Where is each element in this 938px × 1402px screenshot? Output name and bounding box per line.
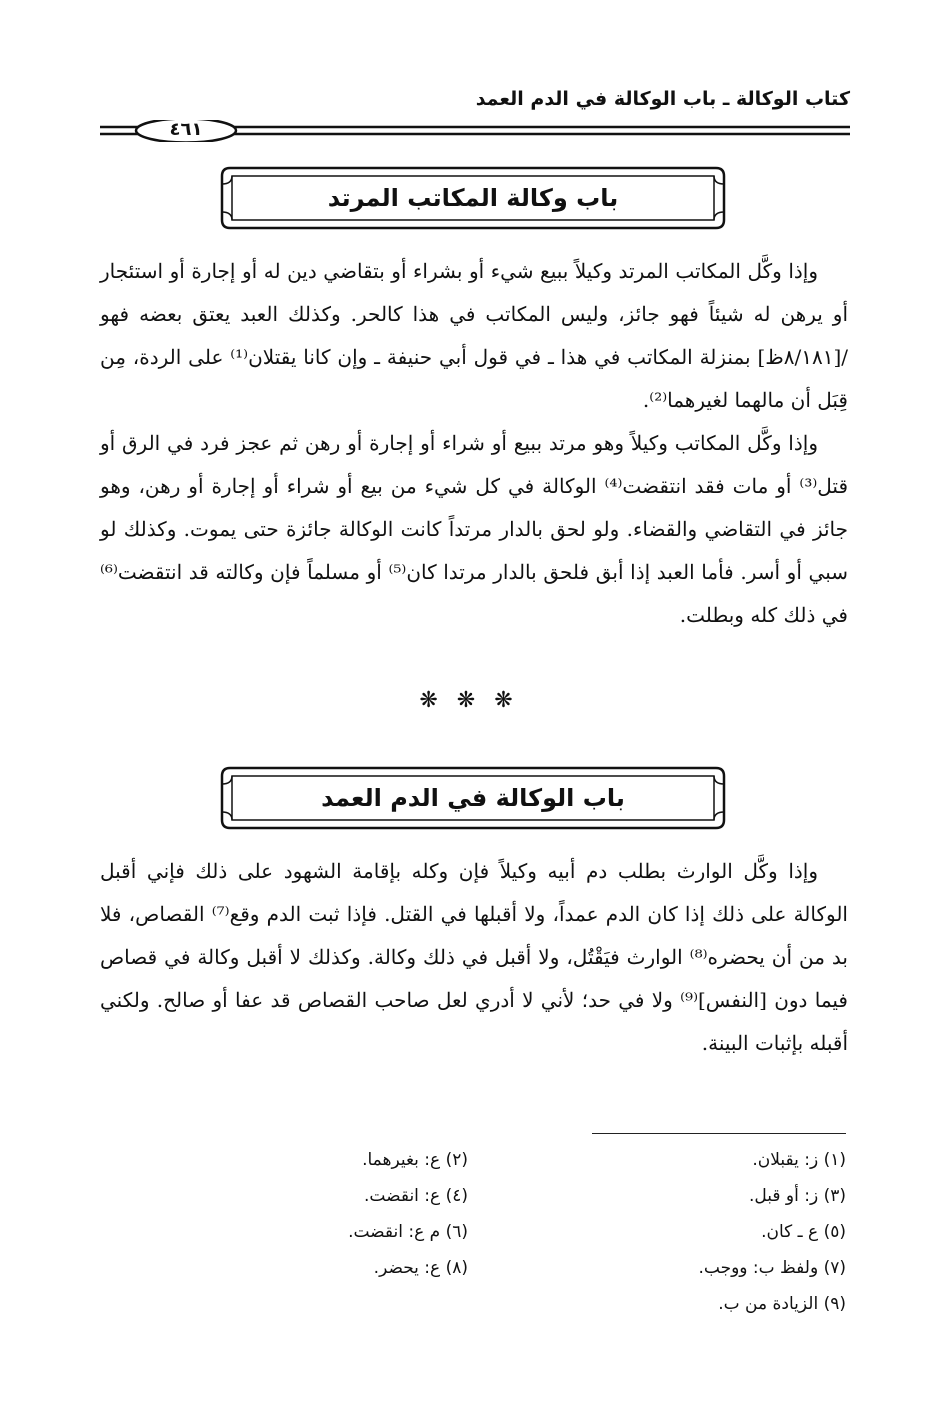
footnote: (٧) ولفظ ب: ووجب. [698,1258,846,1278]
footnote: (٤) ع: انقضت. [364,1186,468,1206]
paragraph: وإذا وكَّل المكاتب المرتد وكيلاً ببيع شيء أو بشراء أو بتقاضي دين له أو إجارة أو استئجار أو يرهن له شيئاً فهو جائز، وليس المكاتب في هذا كالحر. وكذلك العبد يعتق بعضه فهو /[٨/١٨١ظ] بمنزلة المكاتب في هذا ـ في قول أبي حنيفة ـ وإن كانا يقتلان⁽¹⁾ على الردة، مِن قِبَل أن مالهما لغيرهما⁽²⁾. [100,259,849,412]
footnote: (١) ز: يقبلان. [752,1150,846,1170]
section-separator: ❋ ❋ ❋ [419,688,519,713]
header-rule [100,120,850,142]
section-body-2 [100,850,848,1065]
section-title: باب وكالة المكاتب المرتد [327,184,619,212]
section-title-frame-1 [218,164,728,232]
footnote: (٨) ع: يحضر. [373,1258,468,1278]
footnote: (٩) الزيادة من ب. [718,1294,846,1314]
section-body-1 [100,250,848,637]
footnote: (٢) ع: بغيرهما. [362,1150,468,1170]
footnote: (٦) م ع: انقضت. [348,1222,468,1242]
paragraph: وإذا وكَّل الوارث بطلب دم أبيه وكيلاً فإن وكله بإقامة الشهود على ذلك فإني أقبل الوكالة على ذلك إذا كان الدم عمداً، ولا أقبلها في القتل. فإذا ثبت الدم وقع⁽⁷⁾ القصاص، فلا بد من أن يحضره⁽⁸⁾ الوارث فيَقْتُل، ولا أقبل في ذلك وكالة. وكذلك لا أقبل وكالة في قصاص فيما دون [النفس]⁽⁹⁾ ولا في حد؛ لأني لا أدري لعل صاحب القصاص قد عفا أو صالح. ولكني أقبله بإثبات البينة. [100,859,848,1055]
footnote-separator [592,1133,846,1134]
page-number: ٤٦١ [169,119,203,140]
section-title-frame-2 [218,764,728,832]
footnote: (٣) ز: أو قبل. [748,1186,846,1206]
footnote: (٥) ع ـ كان. [761,1222,846,1242]
paragraph: وإذا وكَّل المكاتب وكيلاً وهو مرتد ببيع أو شراء أو إجارة أو رهن ثم عجز فرد في الرق أو قتل⁽³⁾ أو مات فقد انتقضت⁽⁴⁾ الوكالة في كل شيء من بيع أو شراء أو إجارة أو رهن، وهو جائز في التقاضي والقضاء. ولو لحق بالدار مرتداً كانت الوكالة جائزة حتى يموت. وكذلك لو سبي أو أسر. فأما العبد إذا أبق فلحق بالدار مرتدا كان⁽⁵⁾ أو مسلماً فإن وكالته قد انتقضت⁽⁶⁾ في ذلك كله وبطلت. [100,431,849,627]
running-header-title: كتاب الوكالة ـ باب الوكالة في الدم العمد [475,88,850,110]
section-title: باب الوكالة في الدم العمد [321,784,625,812]
